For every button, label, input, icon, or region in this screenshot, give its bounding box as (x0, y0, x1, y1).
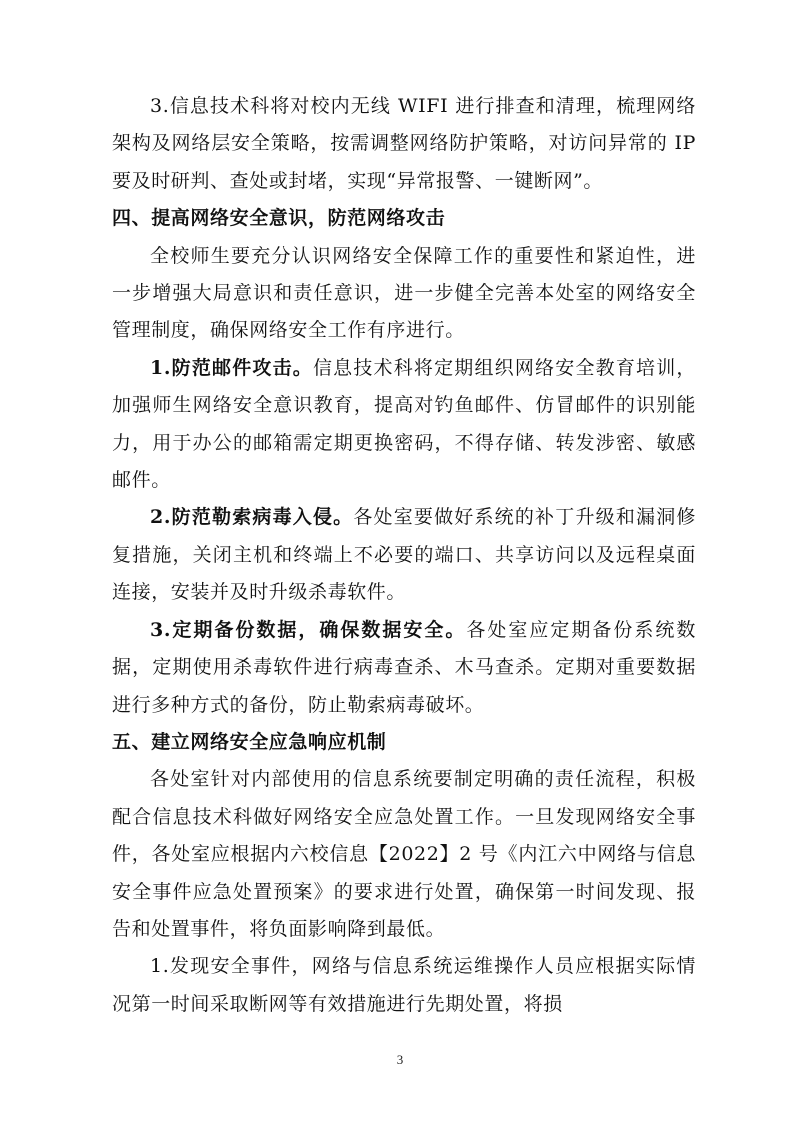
paragraph-lead: 1.防范邮件攻击。 (150, 356, 313, 379)
paragraph-text: 各处室针对内部使用的信息系统要制定明确的责任流程，积极配合信息技术科做好网络安全应急处置工作。一旦发现网络安全事件，各处室应根据内六校信息【2022】2 号《内江六中网络与信息安全事件应急处置预案》的要求进行处置，确保第一时间发现、报告和处置事件，将负面影响降到最低。 (112, 768, 696, 940)
paragraph-backup (112, 612, 696, 724)
paragraph-emergency (112, 761, 696, 948)
section-heading-4: 四、提高网络安全意识，防范网络攻击 (112, 207, 446, 230)
paragraph-ransomware (112, 499, 696, 611)
paragraph-awareness (112, 238, 696, 350)
page-number: 3 (396, 1052, 404, 1067)
paragraph-lead: 2.防范勒索病毒入侵。 (150, 506, 354, 529)
paragraph-email-attack (112, 350, 696, 500)
paragraph-wifi-cleanup (112, 88, 696, 200)
paragraph-text: 各处室要做好系统的补丁升级和漏洞修复措施，关闭主机和终端上不必要的端口、共享访问以及远程桌面连接，安装并及时升级杀毒软件。 (112, 506, 696, 604)
paragraph-lead: 3.定期备份数据，确保数据安全。 (150, 618, 467, 641)
paragraph-text: 各处室应定期备份系统数据，定期使用杀毒软件进行病毒查杀、木马查杀。定期对重要数据进行多种方式的备份，防止勒索病毒破坏。 (112, 618, 697, 716)
paragraph-text: 全校师生要充分认识网络安全保障工作的重要性和紧迫性，进一步增强大局意识和责任意识，进一步健全完善本处室的网络安全管理制度，确保网络安全工作有序进行。 (112, 244, 696, 342)
paragraph-incident-discovery (112, 948, 696, 1023)
paragraph-text: 3.信息技术科将对校内无线 WIFI 进行排查和清理，梳理网络架构及网络层安全策略，按需调整网络防护策略，对访问异常的 IP 要及时研判、查处或封堵，实现“异常报警、一键断网”。 (112, 95, 696, 192)
paragraph-text: 1.发现安全事件，网络与信息系统运维操作人员应根据实际情况第一时间采取断网等有效措施进行先期处置，将损 (112, 955, 696, 1015)
section-heading-5: 五、建立网络安全应急响应机制 (112, 730, 387, 753)
document-body (112, 88, 696, 1023)
paragraph-text: 信息技术科将定期组织网络安全教育培训，加强师生网络安全意识教育，提高对钓鱼邮件、仿冒邮件的识别能力，用于办公的邮箱需定期更换密码，不得存储、转发涉密、敏感邮件。 (112, 356, 696, 492)
